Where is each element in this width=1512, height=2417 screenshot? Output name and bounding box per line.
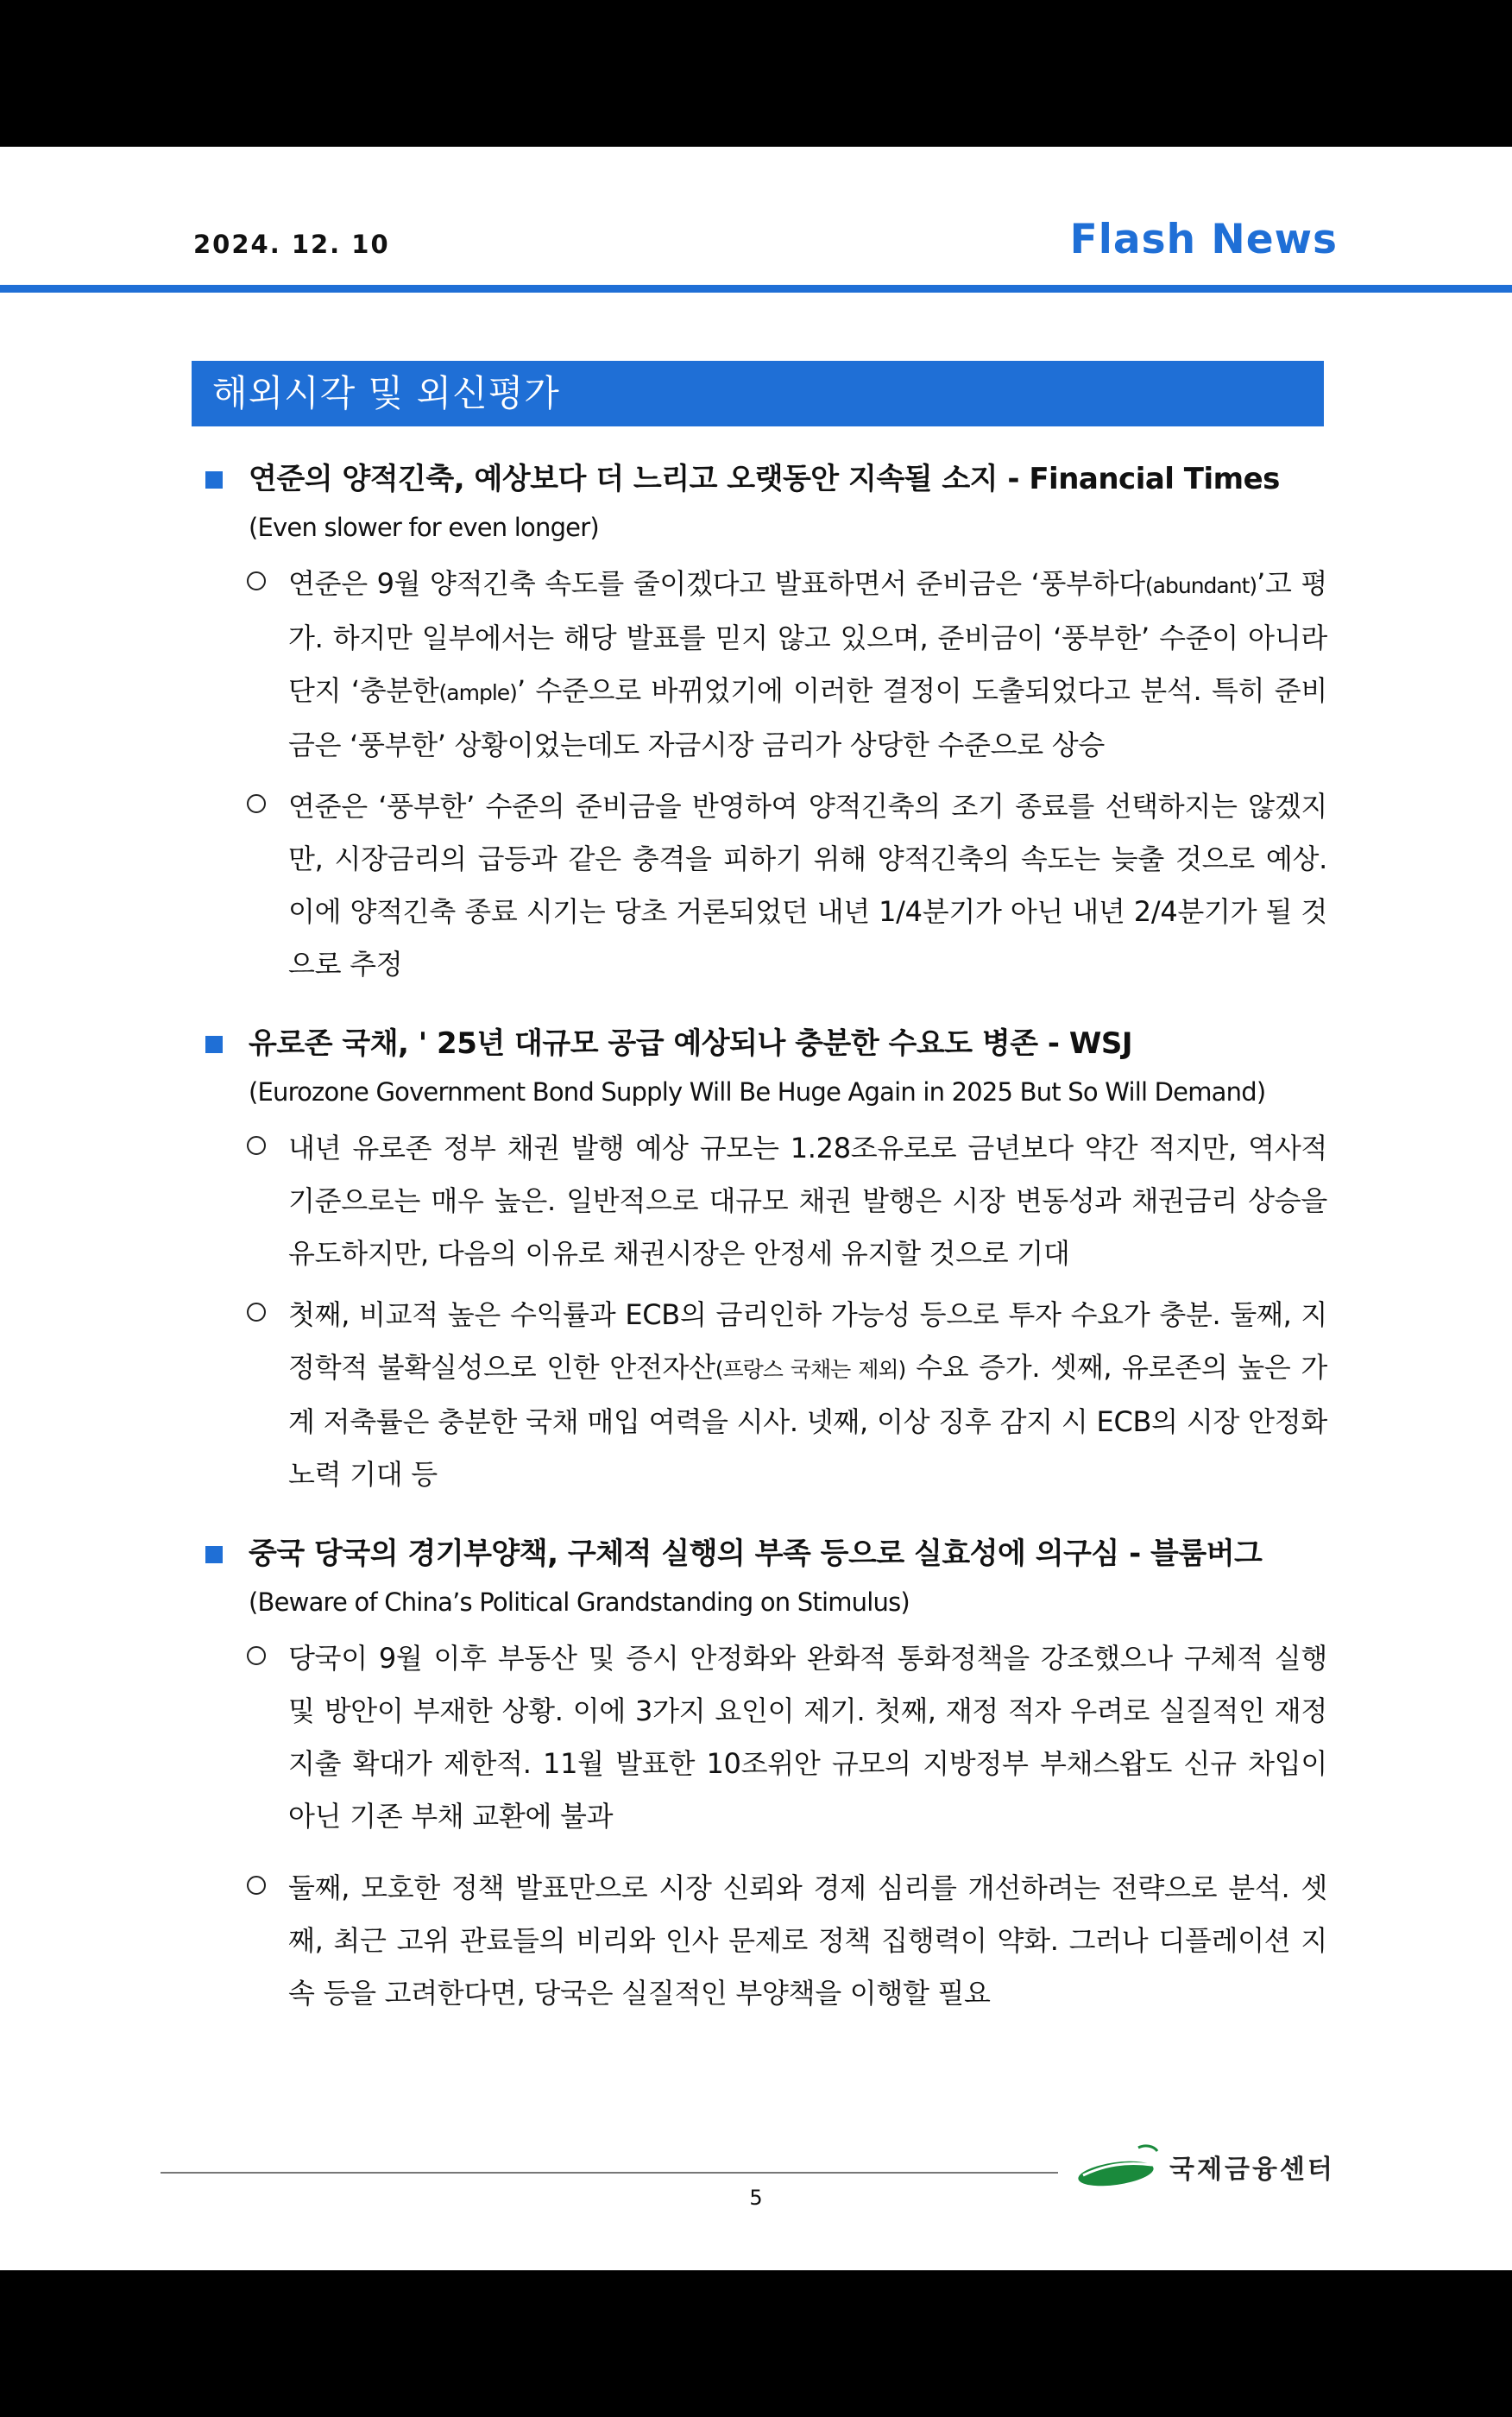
article-headline: 유로존 국채, ' 25년 대규모 공급 예상되나 충분한 수요도 병존 - WSJ bbox=[205, 1022, 1327, 1065]
circle-bullet-icon bbox=[247, 1303, 266, 1322]
circle-bullet-icon bbox=[247, 794, 266, 813]
header-divider bbox=[0, 285, 1512, 293]
article-bullet: 연준은 ‘풍부한’ 수준의 준비금을 반영하여 양적긴축의 조기 종료를 선택하지는 않겠지만, 시장금리의 급등과 같은 충격을 피하기 위해 양적긴축의 속도는 늦출 것으로 예상. 이에 양적긴축 종료 시기는 당초 거론되었던 내년 1/4분기가 아닌 내년 2/4분기가 될 것으로 추정 bbox=[205, 780, 1327, 991]
footer-divider bbox=[161, 2172, 1058, 2174]
report-title: Flash News bbox=[1069, 216, 1338, 263]
circle-bullet-icon bbox=[247, 1646, 266, 1665]
article-bullet: 첫째, 비교적 높은 수익률과 ECB의 금리인하 가능성 등으로 투자 수요가 충분. 둘째, 지정학적 불확실성으로 인한 안전자산(프랑스 국채는 제외) 수요 증가. 셋째, 유로존의 높은 가계 저축률은 충분한 국채 매입 여력을 시사. 넷째, 이상 징후 감지 시 ECB의 시장 안정화 노력 기대 등 bbox=[205, 1289, 1327, 1501]
article-fed-qt bbox=[205, 458, 1327, 991]
article-bullet: 내년 유로존 정부 채권 발행 예상 규모는 1.28조유로로 금년보다 약간 적지만, 역사적 기준으로는 매우 높은. 일반적으로 대규모 채권 발행은 시장 변동성과 채권금리 상승을 유도하지만, 다음의 이유로 채권시장은 안정세 유지할 것으로 기대 bbox=[205, 1122, 1327, 1280]
article-headline: 중국 당국의 경기부양책, 구체적 실행의 부족 등으로 실효성에 의구심 - 블룸버그 bbox=[205, 1532, 1327, 1575]
footer-brand: 국제금융센터 bbox=[1169, 2155, 1335, 2185]
article-bullet: 연준은 9월 양적긴축 속도를 줄이겠다고 발표하면서 준비금은 ‘풍부하다(abundant)’고 평가. 하지만 일부에서는 해당 발표를 믿지 않고 있으며, 준비금이 ‘풍부한’ 수준이 아니라 단지 ‘충분한(ample)’ 수준으로 바뀌었기에 이러한 결정이 도출되었다고 분석. 특히 준비금은 ‘풍부한’ 상황이었는데도 자금시장 금리가 상당한 수준으로 상승 bbox=[205, 558, 1327, 772]
article-list bbox=[205, 458, 1327, 2020]
article-china-stimulus bbox=[205, 1532, 1327, 2020]
circle-bullet-icon bbox=[247, 571, 266, 590]
article-subtitle: (Beware of China’s Political Grandstanding on Stimulus) bbox=[249, 1587, 910, 1617]
document-page bbox=[0, 147, 1512, 2270]
center-logo-icon bbox=[1074, 2139, 1161, 2191]
article-subtitle: (Even slower for even longer) bbox=[249, 513, 599, 542]
square-bullet-icon bbox=[205, 1036, 223, 1053]
circle-bullet-icon bbox=[247, 1876, 266, 1895]
square-bullet-icon bbox=[205, 471, 223, 489]
report-date: 2024. 12. 10 bbox=[193, 230, 390, 259]
article-bullet: 둘째, 모호한 정책 발표만으로 시장 신뢰와 경제 심리를 개선하려는 전략으로 분석. 셋째, 최근 고위 관료들의 비리와 인사 문제로 정책 집행력이 약화. 그러나 디플레이션 지속 등을 고려한다면, 당국은 실질적인 부양책을 이행할 필요 bbox=[205, 1862, 1327, 2020]
section-title-bar: 해외시각 및 외신평가 bbox=[192, 361, 1324, 426]
article-eurozone-bonds bbox=[205, 1022, 1327, 1501]
circle-bullet-icon bbox=[247, 1136, 266, 1155]
article-headline: 연준의 양적긴축, 예상보다 더 느리고 오랫동안 지속될 소지 - Financial Times bbox=[205, 458, 1327, 501]
page-number: 5 bbox=[749, 2186, 763, 2210]
article-bullet: 당국이 9월 이후 부동산 및 증시 안정화와 완화적 통화정책을 강조했으나 구체적 실행 및 방안이 부재한 상황. 이에 3가지 요인이 제기. 첫째, 재정 적자 우려로 실질적인 재정지출 확대가 제한적. 11월 발표한 10조위안 규모의 지방정부 부채스왑도 신규 차입이 아닌 기존 부채 교환에 불과 bbox=[205, 1632, 1327, 1843]
square-bullet-icon bbox=[205, 1546, 223, 1563]
article-subtitle: (Eurozone Government Bond Supply Will Be Huge Again in 2025 But So Will Demand) bbox=[249, 1077, 1266, 1107]
